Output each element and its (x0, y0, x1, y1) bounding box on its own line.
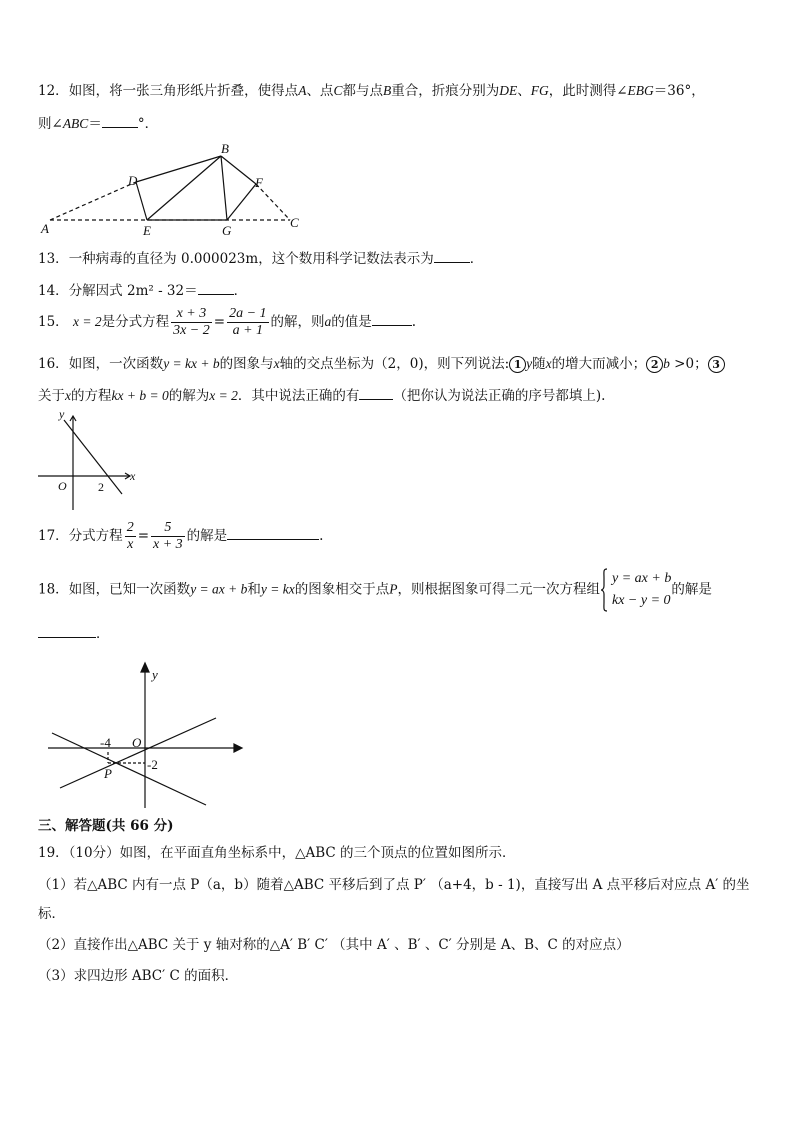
q16-text: 的图象与 (219, 356, 274, 372)
circled-number-2: 2 (646, 356, 663, 373)
circled-number-1: 1 (509, 356, 526, 373)
q12-var: C (333, 83, 343, 98)
q18-number: 18． (38, 581, 69, 598)
circled-number-3: 3 (708, 356, 725, 373)
segment-BG (221, 156, 227, 220)
q12-var: ABC (62, 116, 89, 131)
section-heading: 三、解答题(共 66 分) (38, 818, 174, 834)
origin-label: O (58, 479, 67, 493)
equals-sign: = (213, 314, 226, 330)
q15-text: . (411, 314, 417, 330)
q19-line4: （2）直接作出△ABC 关于 y 轴对称的△A′ B′ C′ （其中 A′ 、B′ 、C′ 分别是 A、B、C 的对应点） (38, 937, 630, 953)
q17-text: 的解是 (186, 528, 228, 544)
q19-line2: （1）若△ABC 内有一点 P（a，b）随着△ABC 平移后到了点 P′ （a+4，b - 1)，直接写出 A 点平移后对应点 A′ 的坐 (38, 877, 750, 893)
q13-answer-blank[interactable] (434, 249, 470, 263)
q14-number: 14． (38, 283, 69, 299)
q16-line1 (38, 355, 725, 373)
fraction-numerator: 5 (151, 520, 185, 537)
line-y-ax-b (52, 733, 206, 805)
brace-icon (600, 568, 608, 612)
q12-answer-blank[interactable] (102, 114, 138, 128)
point-label-P: P (104, 766, 112, 781)
q16-var: y (526, 356, 533, 371)
q16-number: 16． (38, 356, 69, 372)
q13-number: 13． (38, 251, 69, 267)
q16-text: 关于 (38, 388, 65, 404)
q16-var: x (273, 356, 280, 371)
q12-text: 重合，折痕分别为 (391, 83, 500, 99)
segment-DE (136, 182, 147, 220)
q14-text: 分解因式 2m² - 32＝ (68, 283, 198, 299)
q12-var: FG (530, 83, 549, 98)
q19-line3: 标． (38, 906, 65, 922)
q14-text: ． (233, 283, 248, 299)
equals-sign: = (137, 528, 149, 544)
segment-BF (221, 156, 256, 184)
q16-text: （把你认为说法正确的序号都填上). (393, 388, 606, 404)
tick-label-minus-4: -4 (100, 735, 111, 750)
q15-text: 是分式方程 (101, 314, 170, 330)
segment-GF (227, 184, 256, 220)
q16-var: x = 2 (209, 388, 238, 403)
label-C: C (290, 215, 299, 230)
line-y-kx (60, 718, 216, 788)
fraction-denominator: 3x − 2 (173, 323, 210, 338)
axis-label-x: x (130, 469, 136, 483)
axis-label-y: y (59, 407, 65, 421)
system-eq-2: kx − y = 0 (612, 593, 671, 608)
tick-label-minus-2: -2 (147, 757, 158, 772)
q14-line (38, 281, 247, 300)
q15-var: a (324, 314, 332, 329)
q16-var: x (65, 388, 71, 403)
q16-var: b (663, 356, 670, 371)
q12-var: EBG (627, 83, 654, 98)
q16-text: 随 (532, 356, 546, 372)
fraction-numerator: x + 3 (171, 306, 212, 323)
q18-text: 的图象相交于点 (294, 581, 390, 598)
q12-var: DE (499, 83, 518, 98)
q15-answer-blank[interactable] (372, 312, 412, 326)
q16-line2 (38, 386, 605, 405)
q16-text: >0； (669, 356, 708, 372)
q17-text: . (319, 528, 324, 544)
q13-line (38, 249, 483, 268)
q16-text: ．其中说法正确的有 (237, 388, 360, 404)
q17-answer-blank[interactable] (227, 526, 319, 540)
q16-text: 的增大而减小； (551, 356, 647, 372)
x-axis-arrow (234, 744, 242, 752)
intercept-label-2: 2 (98, 480, 104, 494)
fraction-denominator: x (127, 537, 134, 552)
q18-line2 (38, 624, 110, 643)
q12-text: 则∠ (38, 116, 63, 132)
q18-text: 的解是 (671, 581, 712, 598)
q16-var: y = kx + b (163, 356, 220, 371)
q19-line1: 19．（10分）如图，在平面直角坐标系中，△ABC 的三个顶点的位置如图所示． (38, 845, 516, 861)
q16-var: kx + b = 0 (111, 388, 169, 403)
q15-number: 15． (38, 314, 69, 330)
q16-text: 轴的交点坐标为（2，0)，则下列说法: (279, 356, 510, 372)
q13-text: 一种病毒的直径为 0.000023m，这个数用科学记数法表示为 (68, 251, 434, 267)
q15-fraction-right (227, 306, 268, 339)
fraction-denominator: a + 1 (232, 323, 264, 338)
q18-var: y = ax + b (190, 581, 248, 597)
q17-fraction-left (125, 520, 136, 553)
q18-text: ，则根据图象可得二元一次方程组 (397, 581, 600, 598)
label-F: F (255, 175, 263, 190)
q16-text: 的解为 (168, 388, 210, 404)
q12-line2 (38, 114, 158, 133)
label-D: D (128, 173, 138, 188)
q17-text: 分式方程 (68, 528, 123, 544)
q18-var: P (389, 581, 398, 597)
q12-text: 、 (517, 83, 531, 99)
q12-text: ，此时测得∠ (548, 83, 628, 99)
fraction-denominator: x + 3 (153, 537, 183, 552)
q16-graph (38, 404, 148, 512)
q16-text: 的方程 (71, 388, 112, 404)
q12-var: A (298, 83, 307, 98)
q12-text: ＝ (88, 116, 102, 132)
q12-text: ＝36°， (653, 83, 705, 99)
q18-text: ． (96, 626, 110, 642)
q14-answer-blank[interactable] (198, 281, 234, 295)
segment-EB (147, 156, 221, 220)
system-equations (608, 568, 671, 612)
system-eq-1: y = ax + b (612, 571, 672, 586)
q12-text: 、点 (306, 83, 334, 99)
label-A: A (41, 221, 49, 236)
label-E: E (143, 223, 151, 236)
q12-number: 12． (38, 83, 69, 99)
q18-line1 (38, 568, 712, 612)
q12-var: B (382, 83, 392, 98)
label-G: G (222, 223, 232, 236)
equation-system (600, 568, 671, 612)
q17-fraction-right (151, 520, 185, 553)
fraction-numerator: 2a − 1 (229, 306, 267, 321)
q18-text: 和 (247, 581, 261, 598)
q15-line (38, 306, 416, 339)
origin-label: O (132, 735, 142, 750)
fraction-numerator: 2 (126, 520, 134, 535)
q16-text: 如图，一次函数 (68, 356, 164, 372)
q18-text: 如图，已知一次函数 (68, 581, 191, 598)
q16-var: x (545, 356, 552, 371)
y-axis-arrow (141, 663, 149, 672)
q12-triangle-figure (38, 140, 308, 236)
axis-label-y: y (152, 667, 158, 682)
segment-AD (50, 182, 136, 220)
q17-number: 17． (38, 528, 69, 544)
q15-var: x = 2 (72, 314, 102, 329)
q13-text: ． (469, 251, 484, 267)
q15-text: 的解，则 (270, 314, 325, 330)
q15-fraction-left (171, 306, 212, 339)
q15-text: 的值是 (331, 314, 372, 330)
q18-var: y = kx (260, 581, 295, 597)
q12-text: °． (137, 116, 159, 132)
q12-line1 (38, 82, 705, 100)
q17-line (38, 520, 323, 553)
q12-text: 如图，将一张三角形纸片折叠，使得点 (68, 83, 299, 99)
q12-text: 都与点 (342, 83, 383, 99)
segment-DB (136, 156, 221, 182)
q18-answer-blank[interactable] (38, 624, 96, 638)
q19-line5: （3）求四边形 ABC′ C 的面积． (38, 968, 239, 984)
q18-graph (48, 660, 248, 808)
label-B: B (221, 141, 229, 156)
q16-answer-blank[interactable] (359, 386, 393, 400)
